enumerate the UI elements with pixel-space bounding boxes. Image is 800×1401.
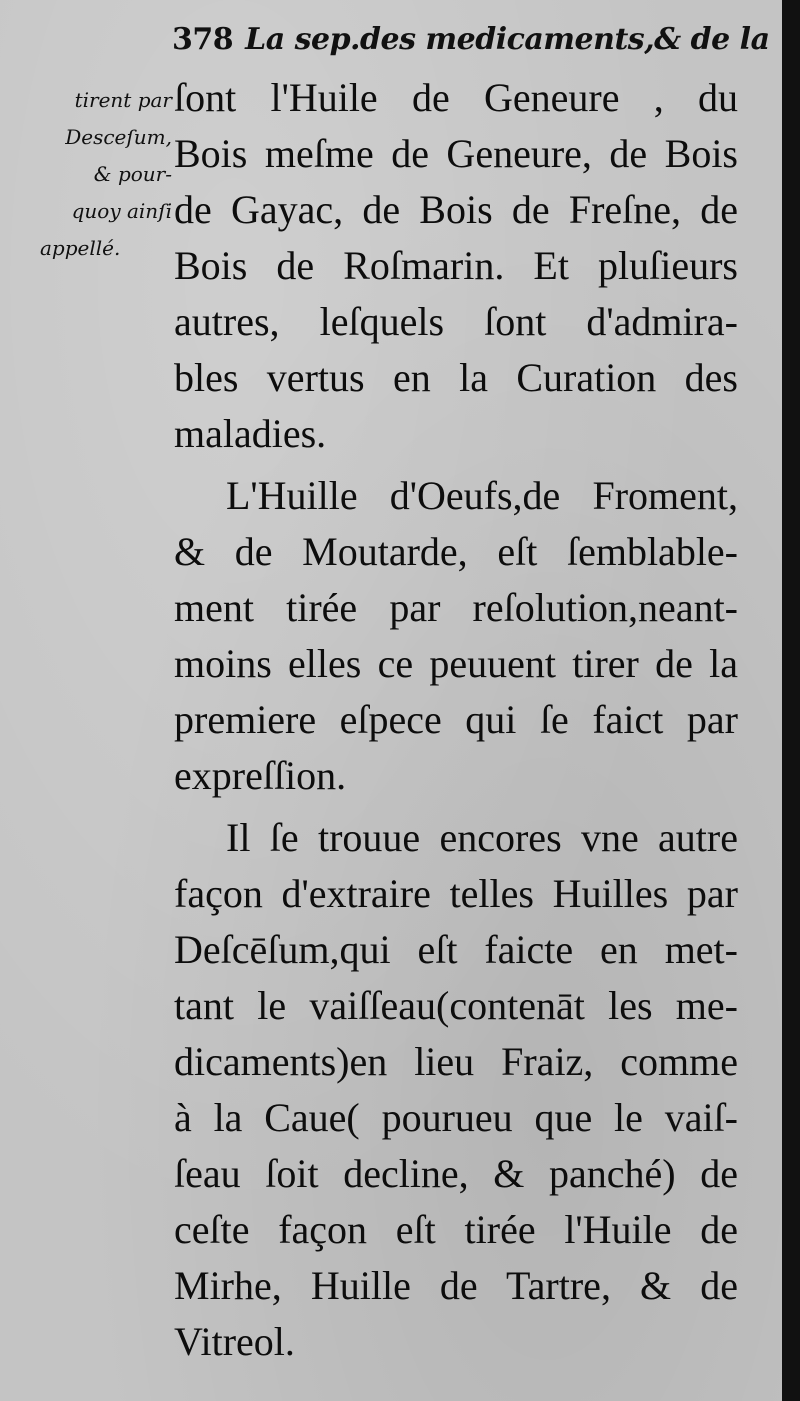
paragraph xyxy=(174,810,738,1370)
text-line: expreſſion. xyxy=(174,753,347,798)
text-line: Il ſe trouue encores vne autre xyxy=(226,815,738,860)
margin-note-line: tirent par xyxy=(74,88,172,112)
margin-note-line: quoy ainſi xyxy=(71,199,172,223)
page-edge-shadow xyxy=(782,0,800,1401)
running-header xyxy=(172,22,770,57)
paragraph xyxy=(174,468,738,804)
margin-note-line: & pour- xyxy=(93,162,172,186)
text-line: maladies. xyxy=(174,411,327,456)
text-line: ſeau ſoit decline, & panché) de xyxy=(174,1151,738,1196)
text-line: Bois meſme de Geneure, de Bois xyxy=(174,131,738,176)
text-line: à la Caue( pourueu que le vaiſ- xyxy=(174,1095,738,1140)
text-line: Mirhe, Huille de Tartre, & de xyxy=(174,1263,738,1308)
text-line: moins elles ce peuuent tirer de la xyxy=(174,641,738,686)
text-line: L'Huille d'Oeufs,de Froment, xyxy=(226,473,738,518)
text-line: façon d'extraire telles Huilles par xyxy=(174,871,738,916)
text-line: ceſte façon eſt tirée l'Huile de xyxy=(174,1207,738,1252)
running-title: La sep.des medicaments,& de la xyxy=(245,22,770,57)
text-line: Bois de Roſmarin. Et pluſieurs xyxy=(174,243,738,288)
text-line: & de Moutarde, eſt ſemblable- xyxy=(174,529,738,574)
text-line: tant le vaiſſeau(contenāt les me- xyxy=(174,983,738,1028)
text-line: premiere eſpece qui ſe faict par xyxy=(174,697,738,742)
paragraph xyxy=(174,70,738,462)
text-line: Deſcēſum,qui eſt faicte en met- xyxy=(174,927,738,972)
text-line: de Gayac, de Bois de Freſne, de xyxy=(174,187,738,232)
body-text xyxy=(174,70,738,1376)
text-line: bles vertus en la Curation des xyxy=(174,355,738,400)
text-line: Vitreol. xyxy=(174,1319,295,1364)
text-line: autres, leſquels ſont d'admira- xyxy=(174,299,738,344)
text-line: ment tirée par reſolution,neant- xyxy=(174,585,738,630)
margin-note xyxy=(40,82,172,267)
text-line: dicaments)en lieu Fraiz, comme xyxy=(174,1039,738,1084)
text-line: ſont l'Huile de Geneure , du xyxy=(174,75,738,120)
page-number: 378 xyxy=(172,22,234,57)
margin-note-line: appellé. xyxy=(40,236,121,260)
margin-note-line: Desceſum, xyxy=(65,125,172,149)
